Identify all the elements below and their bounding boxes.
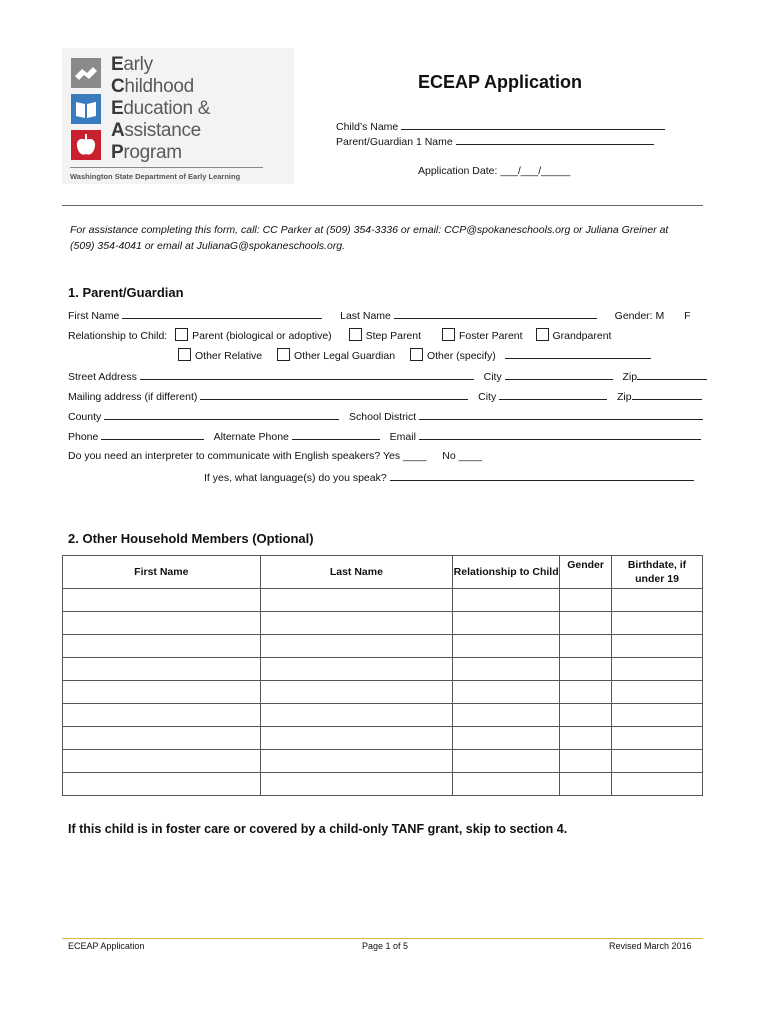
table-row xyxy=(63,658,703,681)
footer-page: Page 1 of 5 xyxy=(362,941,409,951)
footer-left: ECEAP Application xyxy=(68,941,145,951)
guardian-name-field[interactable] xyxy=(456,134,654,145)
assistance-text: For assistance completing this form, call: CC Parker at (509) 354-3336 or email: CCP@spokaneschools.org or Juliana Greiner at (509) 354-4041 or email at JulianaG@spokaneschools.org. xyxy=(70,224,669,252)
table-row xyxy=(63,750,703,773)
parent-option: Parent (biological or adoptive) xyxy=(192,330,332,342)
cell-gender[interactable] xyxy=(560,727,612,750)
cell-gender[interactable] xyxy=(560,750,612,773)
cell-first-name[interactable] xyxy=(63,635,261,658)
header-divider xyxy=(62,205,703,206)
apple-icon xyxy=(71,130,101,160)
phone-row xyxy=(68,429,701,443)
table-header-row xyxy=(63,556,703,589)
col-last-name: Last Name xyxy=(260,556,453,589)
street-city-field[interactable] xyxy=(505,369,613,380)
footer-revised: Revised March 2016 xyxy=(609,941,692,951)
first-name-label: First Name xyxy=(68,310,120,322)
phone-field[interactable] xyxy=(101,429,204,440)
table-row xyxy=(63,727,703,750)
cell-first-name[interactable] xyxy=(63,589,261,612)
child-name-label: Child’s Name xyxy=(336,121,399,133)
cell-gender[interactable] xyxy=(560,704,612,727)
other-relative-checkbox[interactable] xyxy=(178,348,191,361)
language-question: If yes, what language(s) do you speak? xyxy=(204,472,387,484)
cell-relationship[interactable] xyxy=(453,658,560,681)
col-relationship: Relationship to Child xyxy=(453,556,560,589)
last-name-field[interactable] xyxy=(394,308,597,319)
interpreter-row xyxy=(68,450,482,462)
cell-last-name[interactable] xyxy=(260,681,453,704)
cell-relationship[interactable] xyxy=(453,773,560,796)
table-row xyxy=(63,612,703,635)
county-row xyxy=(68,409,703,423)
county-field[interactable] xyxy=(104,409,339,420)
street-zip-label: Zip xyxy=(622,371,638,383)
grandparent-checkbox[interactable] xyxy=(536,328,549,341)
phone-label: Phone xyxy=(68,431,99,443)
book-icon xyxy=(71,94,101,124)
cell-gender[interactable] xyxy=(560,589,612,612)
interpreter-question: Do you need an interpreter to communicate with English speakers? xyxy=(68,450,381,462)
cell-first-name[interactable] xyxy=(63,658,261,681)
cell-last-name[interactable] xyxy=(260,658,453,681)
other-guardian-checkbox[interactable] xyxy=(277,348,290,361)
cell-birthdate[interactable] xyxy=(612,681,703,704)
step-parent-option: Step Parent xyxy=(365,330,422,342)
table-row xyxy=(63,704,703,727)
section-2-title: 2. Other Household Members (Optional) xyxy=(68,531,314,546)
last-name-label: Last Name xyxy=(340,310,391,322)
first-name-field[interactable] xyxy=(122,308,322,319)
foster-parent-option: Foster Parent xyxy=(458,330,523,342)
street-city-label: City xyxy=(483,371,502,383)
mailing-field[interactable] xyxy=(200,389,468,400)
cell-last-name[interactable] xyxy=(260,635,453,658)
handshake-icon xyxy=(71,58,101,88)
table-row xyxy=(63,681,703,704)
alt-phone-field[interactable] xyxy=(292,429,380,440)
application-date-row xyxy=(418,165,570,177)
grandparent-option: Grandparent xyxy=(552,330,612,342)
application-date-field[interactable]: ___/___/_____ xyxy=(500,165,571,177)
relationship-row-2 xyxy=(178,348,651,362)
cell-first-name[interactable] xyxy=(63,612,261,635)
logo-word-2: Childhood xyxy=(111,76,194,97)
eceap-logo xyxy=(62,48,294,184)
cell-relationship[interactable] xyxy=(453,635,560,658)
household-members-table xyxy=(62,555,703,796)
cell-last-name[interactable] xyxy=(260,773,453,796)
cell-first-name[interactable] xyxy=(63,773,261,796)
logo-word-4: Assistance xyxy=(111,120,201,141)
cell-relationship[interactable] xyxy=(453,612,560,635)
cell-last-name[interactable] xyxy=(260,704,453,727)
street-row xyxy=(68,369,707,383)
cell-first-name[interactable] xyxy=(63,750,261,773)
mailing-row xyxy=(68,389,702,403)
cell-gender[interactable] xyxy=(560,681,612,704)
cell-first-name[interactable] xyxy=(63,704,261,727)
gender-m-option[interactable]: Gender: M xyxy=(614,310,665,322)
other-specify-checkbox[interactable] xyxy=(410,348,423,361)
cell-first-name[interactable] xyxy=(63,681,261,704)
cell-gender[interactable] xyxy=(560,635,612,658)
cell-last-name[interactable] xyxy=(260,727,453,750)
table-row xyxy=(63,635,703,658)
email-field[interactable] xyxy=(419,429,701,440)
language-field[interactable] xyxy=(390,470,694,481)
school-district-field[interactable] xyxy=(419,409,703,420)
county-label: County xyxy=(68,411,102,423)
cell-relationship[interactable] xyxy=(453,727,560,750)
step-parent-checkbox[interactable] xyxy=(349,328,362,341)
alt-phone-label: Alternate Phone xyxy=(213,431,289,443)
footer-divider xyxy=(62,938,703,939)
parent-checkbox[interactable] xyxy=(175,328,188,341)
interpreter-no[interactable]: No ____ xyxy=(442,450,482,462)
mailing-zip-field[interactable] xyxy=(632,389,702,400)
cell-birthdate[interactable] xyxy=(612,589,703,612)
mailing-city-field[interactable] xyxy=(499,389,607,400)
language-row xyxy=(204,470,694,484)
other-specify-field[interactable] xyxy=(505,348,651,359)
mailing-label: Mailing address (if different) xyxy=(68,391,198,403)
table-row xyxy=(63,589,703,612)
other-relative-option: Other Relative xyxy=(195,350,263,362)
cell-birthdate[interactable] xyxy=(612,750,703,773)
relationship-row-1 xyxy=(68,328,611,342)
col-birthdate: Birthdate, if under 19 xyxy=(612,556,703,589)
cell-relationship[interactable] xyxy=(453,704,560,727)
cell-last-name[interactable] xyxy=(260,589,453,612)
cell-last-name[interactable] xyxy=(260,750,453,773)
cell-relationship[interactable] xyxy=(453,589,560,612)
guardian-name-row xyxy=(336,134,654,148)
cell-first-name[interactable] xyxy=(63,727,261,750)
foster-parent-checkbox[interactable] xyxy=(442,328,455,341)
section-1-title: 1. Parent/Guardian xyxy=(68,285,184,300)
application-date-label: Application Date: xyxy=(418,165,498,177)
col-gender: Gender xyxy=(560,556,612,589)
cell-birthdate[interactable] xyxy=(612,704,703,727)
cell-relationship[interactable] xyxy=(453,750,560,773)
child-name-field[interactable] xyxy=(401,119,665,130)
interpreter-yes[interactable]: Yes ____ xyxy=(383,450,427,462)
cell-birthdate[interactable] xyxy=(612,658,703,681)
guardian-name-label: Parent/Guardian 1 Name xyxy=(336,136,453,148)
cell-birthdate[interactable] xyxy=(612,635,703,658)
logo-word-1: Early xyxy=(111,54,153,75)
skip-instruction: If this child is in foster care or covered by a child-only TANF grant, skip to section 4. xyxy=(68,822,568,836)
cell-gender[interactable] xyxy=(560,658,612,681)
school-district-label: School District xyxy=(349,411,417,423)
cell-birthdate[interactable] xyxy=(612,773,703,796)
cell-gender[interactable] xyxy=(560,773,612,796)
gender-f-option[interactable]: F xyxy=(684,310,691,322)
cell-last-name[interactable] xyxy=(260,612,453,635)
cell-birthdate[interactable] xyxy=(612,612,703,635)
cell-relationship[interactable] xyxy=(453,681,560,704)
street-field[interactable] xyxy=(140,369,474,380)
mailing-zip-label: Zip xyxy=(617,391,632,403)
department-name: Washington State Department of Early Learning xyxy=(70,172,241,181)
cell-gender[interactable] xyxy=(560,612,612,635)
email-label: Email xyxy=(389,431,416,443)
logo-word-5: Program xyxy=(111,142,182,163)
table-row xyxy=(63,773,703,796)
name-row xyxy=(68,308,691,322)
mailing-city-label: City xyxy=(478,391,497,403)
col-first-name: First Name xyxy=(63,556,261,589)
logo-word-3: Education & xyxy=(111,98,211,119)
other-specify-option: Other (specify) xyxy=(426,350,496,362)
logo-divider xyxy=(70,167,263,168)
street-label: Street Address xyxy=(68,371,137,383)
street-zip-field[interactable] xyxy=(637,369,707,380)
child-name-row xyxy=(336,119,665,133)
other-guardian-option: Other Legal Guardian xyxy=(294,350,396,362)
relationship-label: Relationship to Child: xyxy=(68,330,168,342)
cell-birthdate[interactable] xyxy=(612,727,703,750)
page-title: ECEAP Application xyxy=(417,72,583,92)
